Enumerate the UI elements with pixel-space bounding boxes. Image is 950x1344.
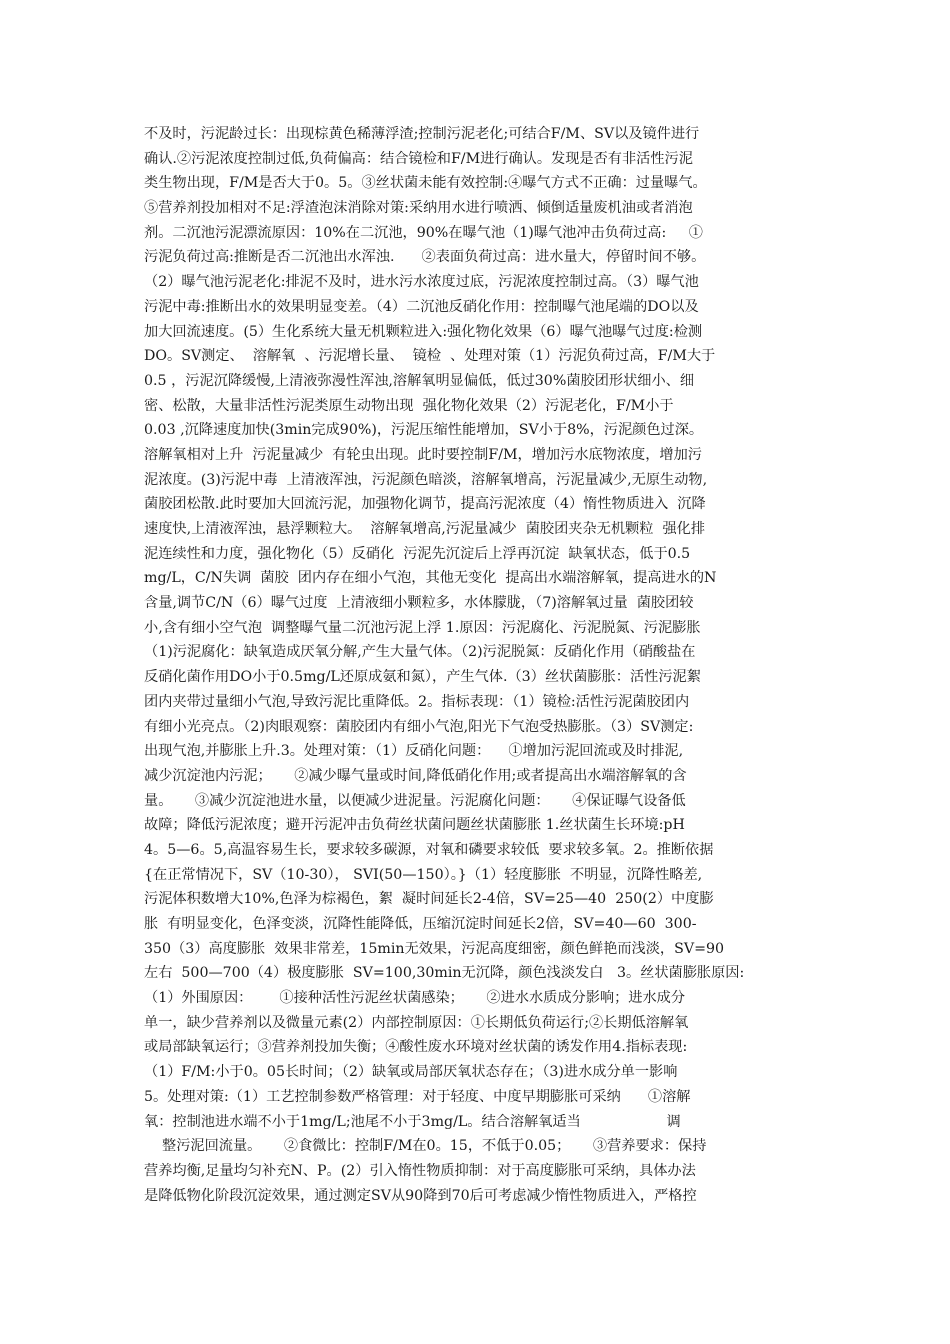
text-line: （1）外围原因： ①接种活性污泥丝状菌感染； ②进水水质成分影响；进水成分: [144, 990, 686, 1007]
text-line: 密、松散，大量非活性污泥类原生动物出现 强化物化效果（2）污泥老化，F/M小于: [144, 397, 674, 414]
text-line: 350（3）高度膨胀 效果非常差，15min无效果，污泥高度细密，颜色鲜艳而浅淡，SV=90: [144, 940, 725, 957]
text-line: 5。处理对策:（1）工艺控制参数严格管理：对于轻度、中度早期膨胀可采纳 ①溶解: [144, 1088, 691, 1105]
text-line: 胀 有明显变化，色泽变淡，沉降性能降低，压缩沉淀时间延长2倍，SV=40—60 300-: [144, 916, 697, 932]
text-line: 不及时，污泥龄过长：出现棕黄色稀薄浮渣;控制污泥老化;可结合F/M、SV以及镜件进行: [144, 126, 700, 142]
text-line: 污泥体积数增大10%,色泽为棕褐色，絮 凝时间延长2-4倍，SV=25—40 250(2）中度膨: [144, 891, 714, 908]
text-line: DO。SV测定、 溶解氧 、污泥增长量、 镜检 、处理对策（1）污泥负荷过高，F/M大于: [144, 348, 716, 365]
text-line: ⑤营养剂投加相对不足:浮渣泡沫消除对策:采纳用水进行喷洒、倾倒适量废机油或者消泡: [144, 200, 693, 217]
document-body: [144, 122, 812, 1208]
text-line: 左右 500—700（4）极度膨胀 SV=100,30min无沉降，颜色浅淡发白 3。丝状菌膨胀原因:: [144, 965, 745, 982]
text-line: {在正常情况下，SV（10-30）， SVI(50—150）。}（1）轻度膨胀 不明显，沉降性略差,: [144, 866, 703, 883]
text-line: 或局部缺氧运行；③营养剂投加失衡；④酸性废水环境对丝状菌的诱发作用4.指标表现:: [144, 1039, 688, 1056]
text-line: 出现气泡,并膨胀上升.3。处理对策：（1）反硝化问题： ①增加污泥回流或及时排泥,: [144, 743, 684, 760]
text-line: 团内夹带过量细小气泡,导致污泥比重降低。2。指标表现：（1）镜检:活性污泥菌胶团内: [144, 693, 690, 710]
text-line: 泥浓度。(3)污泥中毒 上清液浑浊，污泥颜色暗淡，溶解氧增高，污泥量减少,无原生动物,: [144, 471, 708, 488]
text-line: 反硝化菌作用DO小于0.5mg/L还原成氨和氮），产生气体.（3）丝状菌膨胀：活性污泥絮: [144, 669, 701, 686]
text-line: 剂。二沉池污泥漂流原因：10%在二沉池，90%在曝气池（1)曝气池冲击负荷过高: ①: [144, 224, 703, 241]
text-line: 是降低物化阶段沉淀效果，通过测定SV从90降到70后可考虑减少惰性物质进入，严格控: [144, 1187, 697, 1204]
text-line: （2）曝气池污泥老化:排泥不及时，进水污水浓度过底，污泥浓度控制过高。（3）曝气池: [144, 274, 699, 291]
text-line: 氧：控制池进水端不小于1mg/L;池尾不小于3mg/L。结合溶解氧适当 调: [144, 1113, 681, 1130]
text-line: （1）F/M:小于0。05长时间；（2）缺氧或局部厌氧状态存在；（3)进水成分单一影响: [144, 1064, 678, 1081]
text-line: 速度快,上清液浑浊，悬浮颗粒大。 溶解氧增高,污泥量减少 菌胶团夹杂无机颗粒 强化排: [144, 521, 706, 537]
text-line: 量。 ③减少沉淀池进水量，以便减少进泥量。污泥腐化问题： ④保证曝气设备低: [144, 792, 686, 809]
text-line: 0.03 ,沉降速度加快(3min完成90%)，污泥压缩性能增加，SV小于8%，污泥颜色过深。: [144, 422, 704, 439]
text-line: 整污泥回流量。 ②食微比：控制F/M在0。15，不低于0.05； ③营养要求：保持: [144, 1138, 707, 1155]
text-line: 类生物出现，F/M是否大于0。5。③丝状菌未能有效控制:④曝气方式不正确：过量曝气。: [144, 175, 707, 192]
text-line: （1)污泥腐化：缺氧造成厌氧分解,产生大量气体。（2)污泥脱氮：反硝化作用（硝酸盐在: [144, 644, 696, 661]
text-line: 故障；降低污泥浓度；避开污泥冲击负荷丝状菌问题丝状菌膨胀 1.丝状菌生长环境:pH: [144, 817, 685, 834]
text-line: 营养均衡,足量均匀补充N、P。(2）引入惰性物质抑制：对于高度膨胀可采纳，具体办法: [144, 1162, 696, 1179]
text-line: 加大回流速度。(5）生化系统大量无机颗粒进入:强化物化效果（6）曝气池曝气过度:检测: [144, 323, 703, 340]
text-line: 4。5—6。5,高温容易生长，要求较多碳源，对氧和磷要求较低 要求较多氧。2。推断依据: [144, 841, 714, 858]
text-line: 溶解氧相对上升 污泥量减少 有轮虫出现。此时要控制F/M，增加污水底物浓度，增加污: [144, 446, 702, 463]
text-line: 菌胶团松散.此时要加大回流污泥，加强物化调节，提高污泥浓度（4）惰性物质进入 沉降: [144, 496, 706, 513]
text-line: 含量,调节C/N（6）曝气过度 上清液细小颗粒多，水体朦胧，（7)溶解氧过量 菌胶团较: [144, 595, 694, 612]
text-line: 确认.②污泥浓度控制过低,负荷偏高：结合镜检和F/M进行确认。发现是否有非活性污泥: [144, 150, 693, 167]
text-line: mg/L，C/N失调 菌胶 团内存在细小气泡，其他无变化 提高出水端溶解氧，提高进水的N: [144, 570, 717, 587]
text-line: 泥连续性和力度，强化物化（5）反硝化 污泥先沉淀后上浮再沉淀 缺氧状态，低于0.5: [144, 545, 691, 562]
text-line: 小,含有细小空气泡 调整曝气量二沉池污泥上浮 1.原因：污泥腐化、污泥脱氮、污泥膨胀: [144, 619, 701, 636]
text-line: 污泥中毒:推断出水的效果明显变差。（4）二沉池反硝化作用：控制曝气池尾端的DO以及: [144, 298, 699, 315]
text-line: 有细小光亮点。（2)肉眼观察：菌胶团内有细小气泡,阳光下气泡受热膨胀。（3）SV测定:: [144, 718, 694, 735]
text-line: 污泥负荷过高:推断是否二沉池出水浑浊. ②表面负荷过高：进水量大，停留时间不够。: [144, 249, 706, 266]
text-line: 单一，缺少营养剂以及微量元素(2）内部控制原因：①长期低负荷运行;②长期低溶解氧: [144, 1014, 689, 1031]
text-line: 0.5 ，污泥沉降缓慢,上清液弥漫性浑浊,溶解氧明显偏低，低过30%菌胶团形状细小、细: [144, 372, 695, 389]
text-line: 减少沉淀池内污泥； ②减少曝气量或时间,降低硝化作用;或者提高出水端溶解氧的含: [144, 767, 687, 784]
